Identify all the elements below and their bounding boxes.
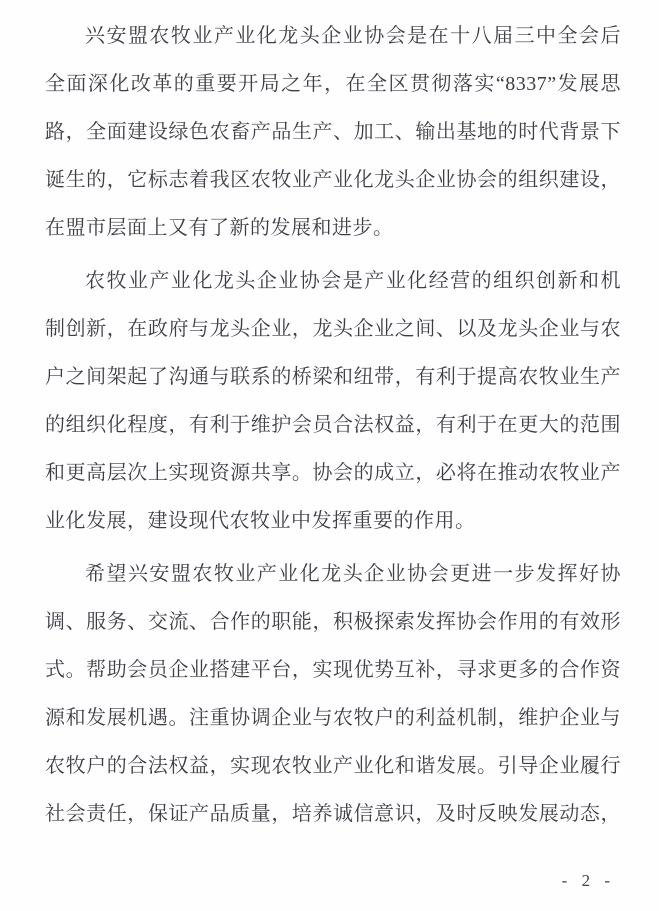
text-line: 调、服务、交流、合作的职能，积极探索发挥协会作用的有效形 [45, 611, 621, 633]
text-line: 诞生的，它标志着我区农牧业产业化龙头企业协会的组织建设， [45, 169, 621, 191]
page-number: - 2 - [561, 871, 615, 890]
text-line: 在盟市层面上又有了新的发展和进步。 [45, 217, 394, 239]
text-line: 的组织化程度，有利于维护会员合法权益，有利于在更大的范围 [45, 414, 621, 436]
text-line: 业化发展，建设现代农牧业中发挥重要的作用。 [45, 510, 476, 532]
text-line: 农牧业产业化龙头企业协会是产业化经营的组织创新和机 [85, 270, 621, 292]
text-line: 户之间架起了沟通与联系的桥梁和纽带，有利于提高农牧业生产 [45, 366, 621, 388]
text-line: 和更高层次上实现资源共享。协会的成立，必将在推动农牧业产 [45, 462, 621, 484]
text-line: 路，全面建设绿色农畜产品生产、加工、输出基地的时代背景下 [45, 121, 621, 143]
text-line: 希望兴安盟农牧业产业化龙头企业协会更进一步发挥好协 [85, 563, 621, 585]
text-line: 农牧户的合法权益，实现农牧业产业化和谐发展。引导企业履行 [45, 755, 621, 777]
text-line: 全面深化改革的重要开局之年，在全区贯彻落实“8337”发展思 [45, 73, 621, 95]
text-line: 兴安盟农牧业产业化龙头企业协会是在十八届三中全会后 [85, 25, 621, 47]
paragraph-3 [45, 550, 621, 838]
paragraph-2 [45, 257, 621, 545]
text-line: 社会责任，保证产品质量，培养诚信意识，及时反映发展动态， [45, 803, 621, 825]
text-line: 制创新，在政府与龙头企业，龙头企业之间、以及龙头企业与农 [45, 318, 621, 340]
text-line: 式。帮助会员企业搭建平台，实现优势互补，寻求更多的合作资 [45, 659, 621, 681]
document-body [45, 12, 621, 838]
paragraph-1 [45, 12, 621, 252]
text-line: 源和发展机遇。注重协调企业与农牧户的利益机制，维护企业与 [45, 707, 621, 729]
